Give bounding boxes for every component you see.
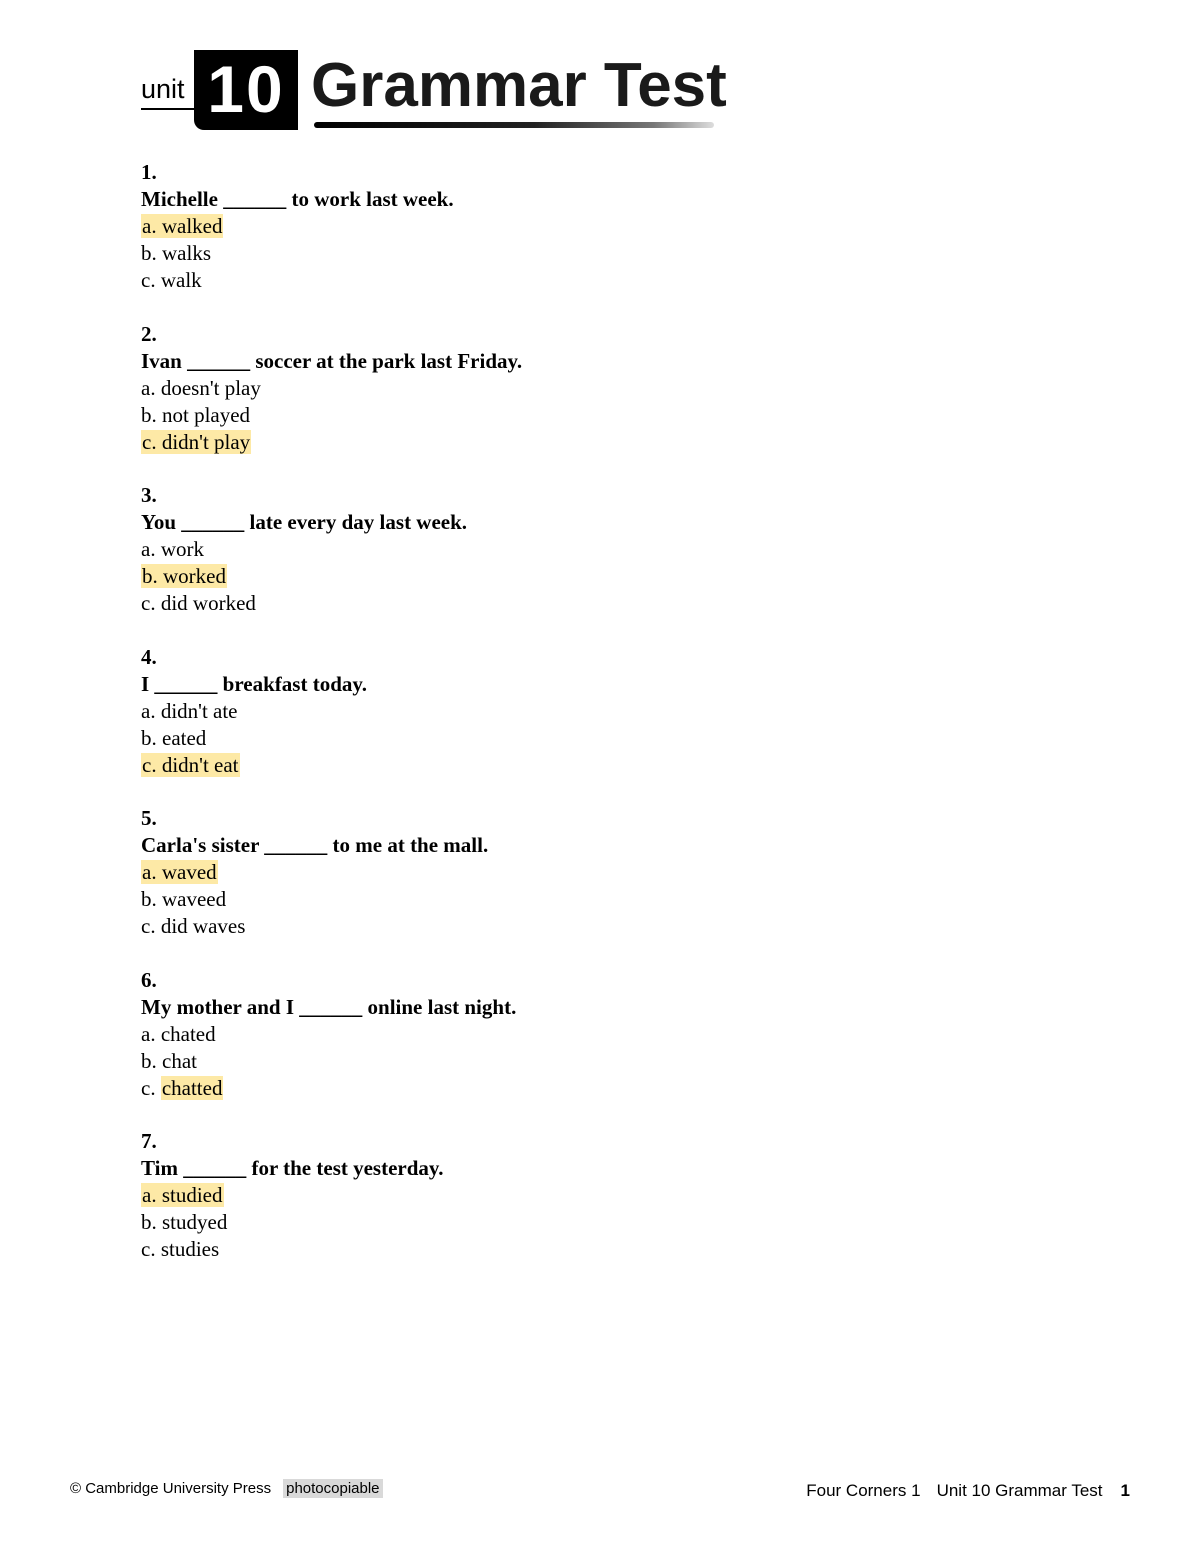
option-letter: a. xyxy=(141,537,156,561)
option-letter: c. xyxy=(141,914,156,938)
answer-option-c[interactable] xyxy=(141,752,841,779)
footer-info xyxy=(806,1480,1130,1502)
answer-option-c[interactable] xyxy=(141,267,841,294)
option-text: not played xyxy=(162,402,251,427)
answer-option-b[interactable] xyxy=(141,240,841,267)
question-prompt: You ______ late every day last week. xyxy=(141,510,468,534)
copyright-text: © Cambridge University Press xyxy=(70,1480,272,1497)
option-text: studyed xyxy=(162,1210,228,1234)
answer-option-c[interactable] xyxy=(141,429,841,456)
question-prompt: Ivan ______ soccer at the park last Friday. xyxy=(141,348,523,373)
answer-option-a[interactable] xyxy=(141,536,841,563)
option-text: studies xyxy=(160,1237,220,1261)
question-number: 2. xyxy=(141,321,157,346)
option-letter: c. xyxy=(141,1237,156,1261)
footer-copyright xyxy=(70,1479,383,1499)
option-letter: c. xyxy=(142,429,157,454)
option-text: chated xyxy=(160,1021,216,1046)
option-text: worked xyxy=(163,564,226,588)
question-number: 3. xyxy=(141,483,157,507)
question-item xyxy=(141,482,841,617)
option-letter: a. xyxy=(142,214,157,238)
unit-underline xyxy=(141,108,197,110)
page-number: 1 xyxy=(1120,1481,1130,1500)
answer-option-a[interactable] xyxy=(141,859,841,886)
option-letter: c. xyxy=(141,591,156,615)
book-name: Four Corners 1 xyxy=(806,1481,921,1500)
answer-option-a[interactable] xyxy=(141,1021,841,1048)
question-prompt: Michelle ______ to work last week. xyxy=(141,187,454,211)
unit-number: 10 xyxy=(207,52,285,126)
option-text: waved xyxy=(161,860,217,884)
option-text: walks xyxy=(162,241,211,265)
answer-option-a[interactable] xyxy=(141,698,841,725)
option-text: eated xyxy=(162,725,207,750)
question-number: 4. xyxy=(141,644,157,669)
answer-option-c[interactable] xyxy=(141,1075,841,1102)
page-title: Grammar Test xyxy=(311,51,727,120)
answer-option-b[interactable] xyxy=(141,725,841,752)
question-item xyxy=(141,805,841,940)
question-number: 1. xyxy=(141,160,157,184)
option-letter: b. xyxy=(141,1210,157,1234)
option-letter: a. xyxy=(141,375,156,400)
option-letter: c. xyxy=(141,1075,156,1100)
option-letter: a. xyxy=(142,860,157,884)
option-letter: b. xyxy=(141,1048,157,1073)
question-item xyxy=(141,967,841,1102)
option-text: waveed xyxy=(162,887,227,911)
option-letter: b. xyxy=(141,402,157,427)
option-letter: c. xyxy=(141,268,156,292)
option-letter: a. xyxy=(141,698,156,723)
option-text: did waves xyxy=(160,914,246,938)
option-text: walk xyxy=(160,268,202,292)
answer-option-a[interactable] xyxy=(141,213,841,240)
question-list xyxy=(141,159,841,1290)
answer-option-c[interactable] xyxy=(141,913,841,940)
question-prompt: Tim ______ for the test yesterday. xyxy=(141,1156,444,1180)
test-header xyxy=(141,48,727,134)
question-prompt: Carla's sister ______ to me at the mall. xyxy=(141,833,489,857)
option-letter: b. xyxy=(142,564,158,588)
photocopiable-badge: photocopiable xyxy=(283,1479,382,1498)
option-text: chat xyxy=(162,1048,197,1073)
option-text: didn't eat xyxy=(161,752,239,777)
option-text: doesn't play xyxy=(160,375,261,400)
question-prompt: I ______ breakfast today. xyxy=(141,671,367,696)
answer-option-c[interactable] xyxy=(141,590,841,617)
answer-option-a[interactable] xyxy=(141,375,841,402)
question-item xyxy=(141,321,841,456)
option-letter: a. xyxy=(142,1183,157,1207)
option-text: chatted xyxy=(161,1075,223,1100)
answer-option-b[interactable] xyxy=(141,1048,841,1075)
option-text: didn't play xyxy=(161,429,251,454)
answer-option-a[interactable] xyxy=(141,1182,841,1209)
test-name: Unit 10 Grammar Test xyxy=(936,1481,1103,1500)
answer-option-c[interactable] xyxy=(141,1236,841,1263)
option-text: studied xyxy=(161,1183,223,1207)
title-underline-bar xyxy=(314,122,714,128)
answer-option-b[interactable] xyxy=(141,1209,841,1236)
option-letter: c. xyxy=(142,752,157,777)
question-number: 7. xyxy=(141,1129,157,1153)
option-text: didn't ate xyxy=(160,698,238,723)
unit-label: unit xyxy=(141,74,185,104)
question-number: 6. xyxy=(141,967,157,992)
question-item xyxy=(141,159,841,294)
question-item xyxy=(141,644,841,779)
question-prompt: My mother and I ______ online last night. xyxy=(141,994,517,1019)
option-letter: a. xyxy=(141,1021,156,1046)
option-letter: b. xyxy=(141,241,157,265)
option-letter: b. xyxy=(141,887,157,911)
answer-option-b[interactable] xyxy=(141,886,841,913)
option-text: did worked xyxy=(160,591,256,615)
option-text: work xyxy=(160,537,204,561)
answer-option-b[interactable] xyxy=(141,402,841,429)
option-letter: b. xyxy=(141,725,157,750)
question-item xyxy=(141,1128,841,1263)
question-number: 5. xyxy=(141,806,157,830)
option-text: walked xyxy=(161,214,223,238)
answer-option-b[interactable] xyxy=(141,563,841,590)
